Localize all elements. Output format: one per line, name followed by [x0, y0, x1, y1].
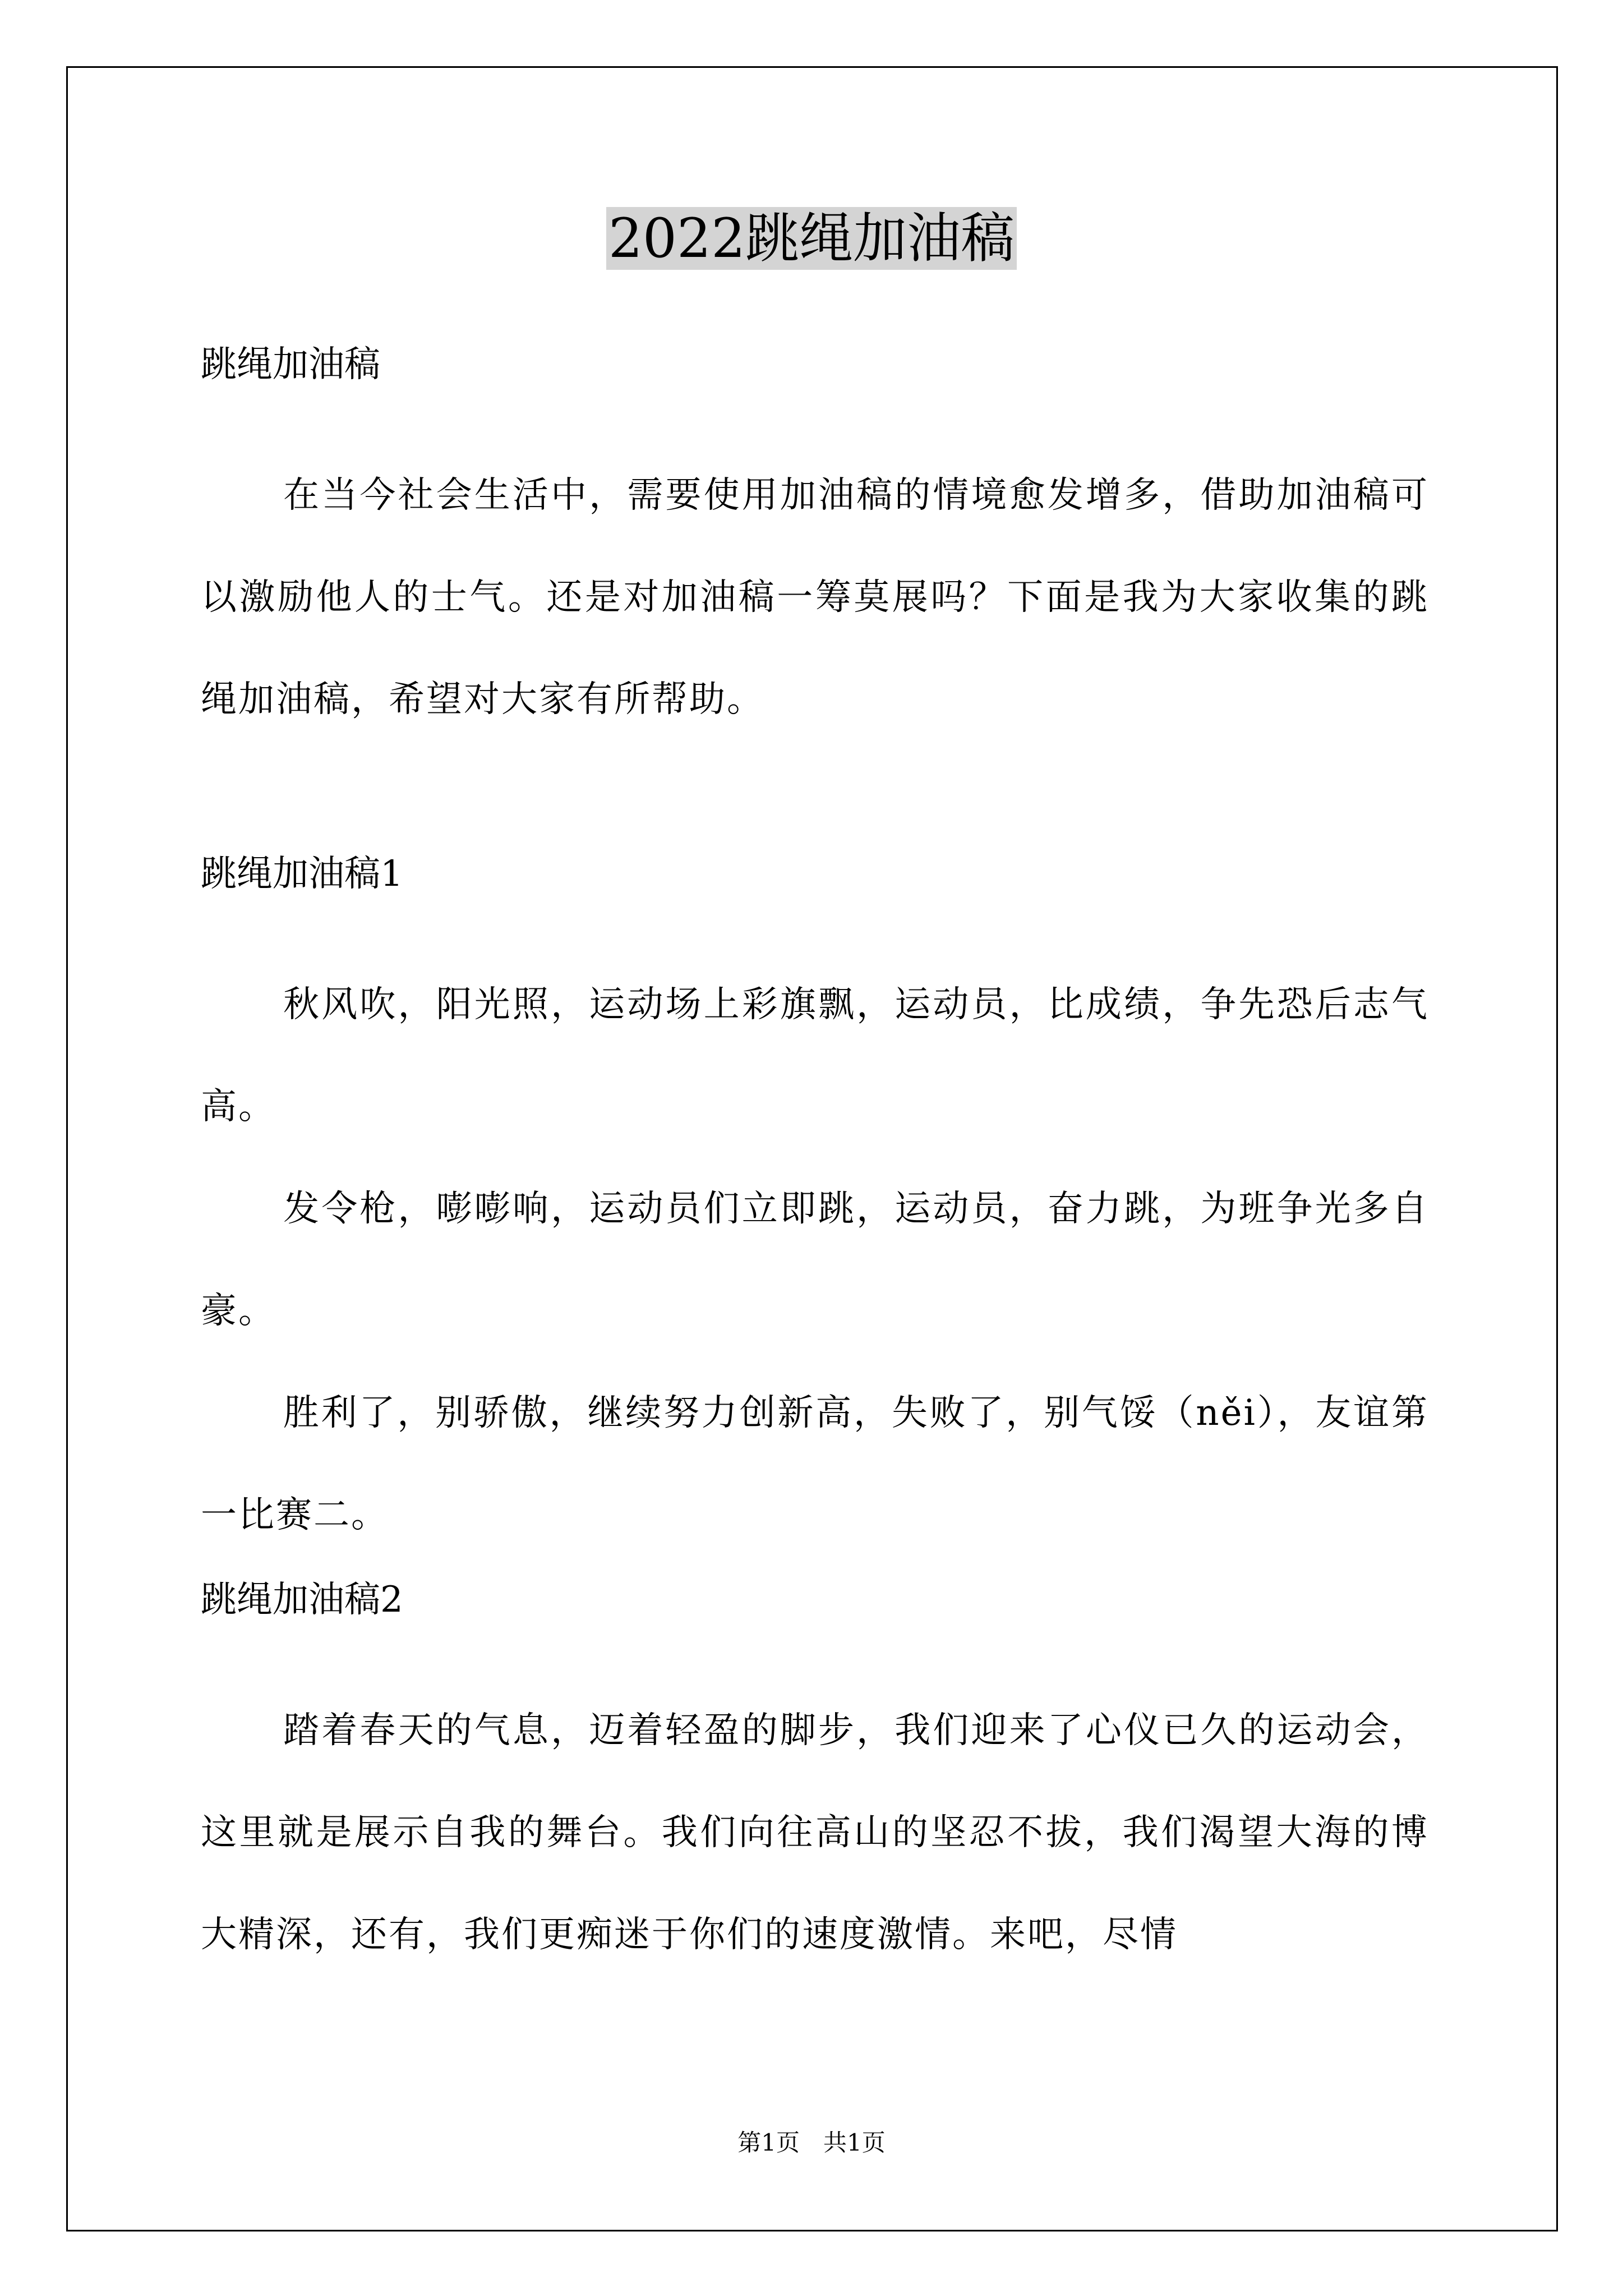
document-title-text: 2022跳绳加油稿 — [606, 207, 1017, 270]
document-title — [0, 202, 1623, 275]
section1-paragraph-1: 秋风吹，阳光照，运动场上彩旗飘，运动员，比成绩，争先恐后志气高。 — [201, 984, 1429, 1128]
section2-paragraph: 踏着春天的气息，迈着轻盈的脚步，我们迎来了心仪已久的运动会，这里就是展示自我的舞台。我们向往高山的坚忍不拔，我们渴望大海的博大精深，还有，我们更痴迷于你们的速度激情。来吧，尽情 — [201, 1710, 1429, 1955]
section2-heading: 跳绳加油稿2 — [201, 1579, 403, 1621]
intro-paragraph: 在当今社会生活中，需要使用加油稿的情境愈发增多，借助加油稿可以激励他人的士气。还是对加油稿一筹莫展吗？下面是我为大家收集的跳绳加油稿，希望对大家有所帮助。 — [201, 475, 1429, 720]
intro-heading: 跳绳加油稿 — [201, 344, 380, 385]
section1-paragraph-2: 发令枪，嘭嘭响，运动员们立即跳，运动员，奋力跳，为班争光多自豪。 — [201, 1188, 1429, 1332]
section1-heading: 跳绳加油稿1 — [201, 853, 403, 895]
document-body — [201, 342, 1429, 1986]
page-footer: 第1页 共1页 — [737, 2129, 886, 2156]
section1-paragraph-3: 胜利了，别骄傲，继续努力创新高，失败了，别气馁（něi），友谊第一比赛二。 — [201, 1392, 1429, 1536]
